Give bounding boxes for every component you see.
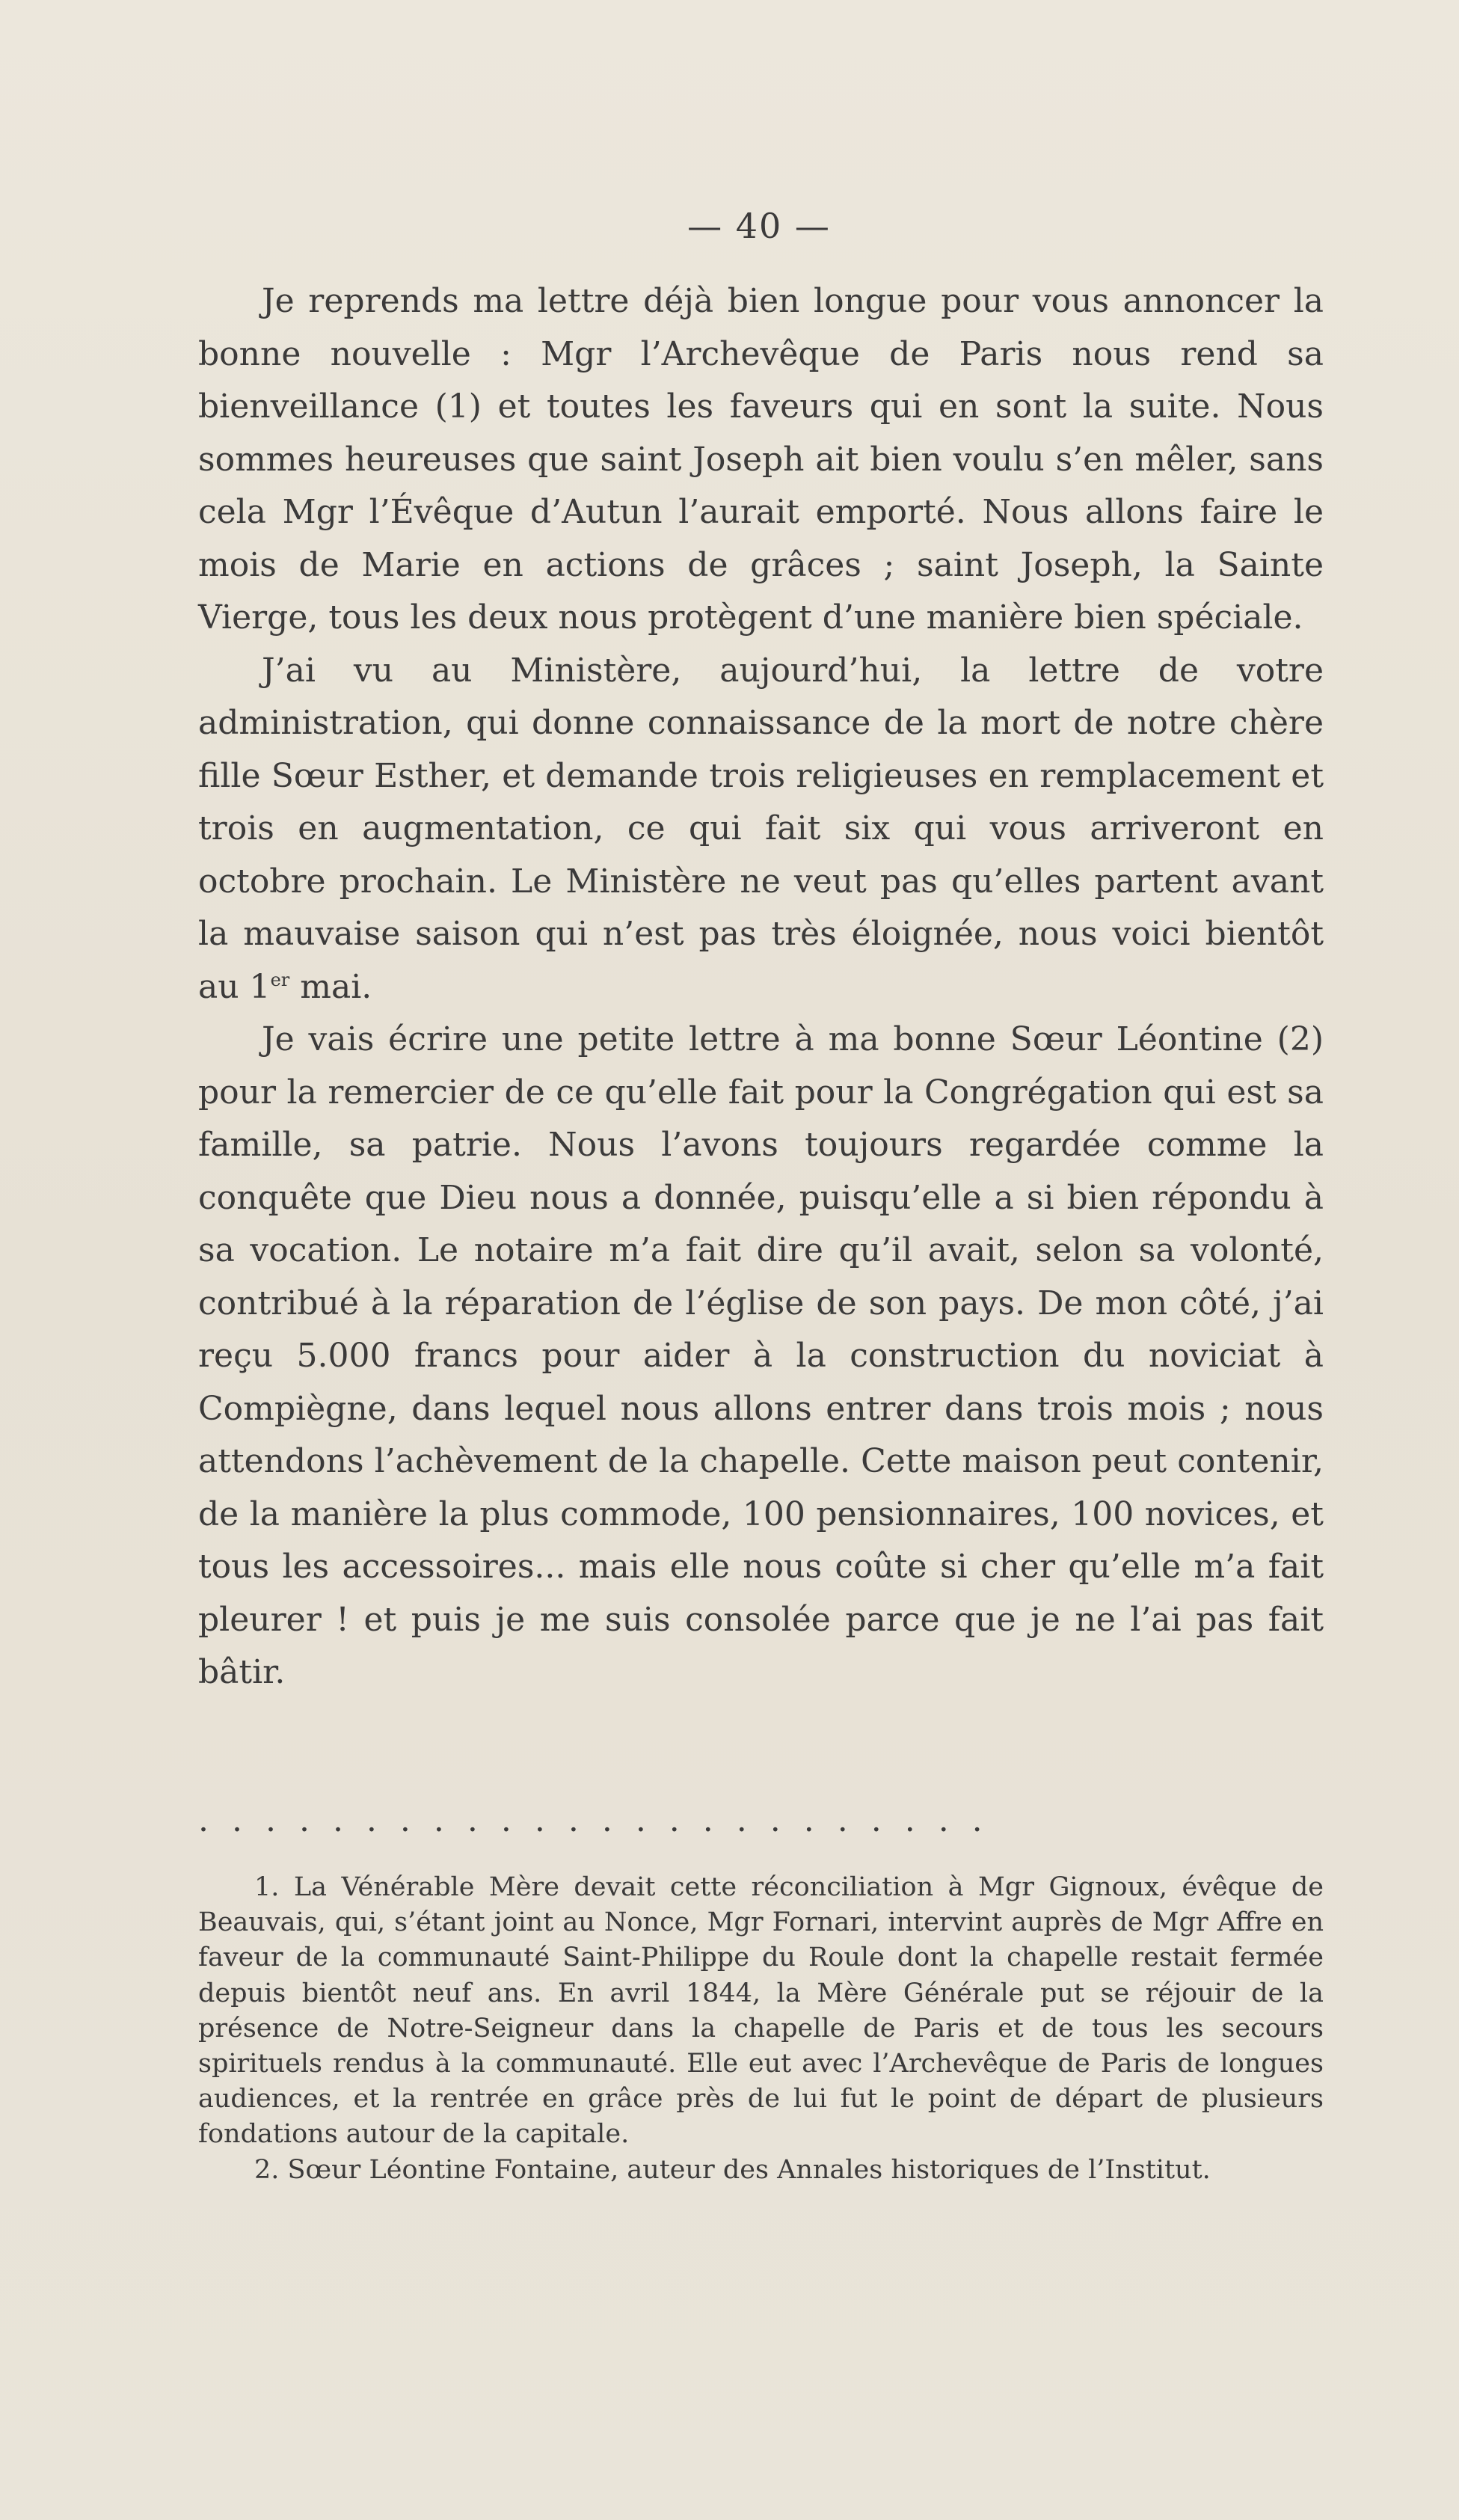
date-superscript: er <box>270 969 290 990</box>
footnote-1: 1. La Vénérable Mère devait cette réconciliation à Mgr Gignoux, évêque de Beauvais, qui, s’étant joint au Nonce, Mgr Fornari, intervint auprès de Mgr Affre en faveur de la communauté Saint-Philippe du Roule dont la chapelle restait fermée depuis bientôt neuf ans. En avril 1844, la Mère Générale put se réjouir de la présence de Notre-Seigneur dans la chapelle de Paris et de tous les secours spirituels rendus à la communauté. Elle eut avec l’Archevêque de Paris de longues audiences, et la rentrée en grâce près de lui fut le point de départ de plusieurs fondations autour de la capitale. <box>198 1872 1324 2150</box>
footnote-2: 2. Sœur Léontine Fontaine, auteur des Annales historiques de l’Institut. <box>254 2154 1211 2185</box>
paragraph-1: Je reprends ma lettre déjà bien longue pour vous annoncer la bonne nouvelle : Mgr l’Archevêque de Paris nous rend sa bienveillance (1) et toutes les faveurs qui en sont la suite. Nous sommes heureuses que saint Joseph ait bien voulu s’en mêler, sans cela Mgr l’Évêque d’Autun l’aurait emporté. Nous allons faire le mois de Marie en actions de grâces ; saint Joseph, la Sainte Vierge, tous les deux nous protègent d’une manière bien spéciale. <box>198 282 1324 637</box>
footnotes <box>198 1870 1324 2188</box>
ellipsis-row: ........................ <box>198 1801 1006 1839</box>
paragraph-3: Je vais écrire une petite lettre à ma bonne Sœur Léontine (2) pour la remercier de ce qu’elle fait pour la Congrégation qui est sa famille, sa patrie. Nous l’avons toujours regardée comme la conquête que Dieu nous a donnée, puisqu’elle a si bien répondu à sa vocation. Le notaire m’a fait dire qu’il avait, selon sa volonté, contribué à la réparation de l’église de son pays. De mon côté, j’ai reçu 5.000 francs pour aider à la construction du noviciat à Compiègne, dans lequel nous allons entrer dans trois mois ; nous attendons l’achèvement de la chapelle. Cette maison peut contenir, de la manière la plus commode, 100 pensionnaires, 100 novices, et tous les accessoires... mais elle nous coûte si cher qu’elle m’a fait pleurer ! et puis je me suis consolée parce que je ne l’ai pas fait bâtir. <box>198 1020 1324 1691</box>
paragraph-2-end: mai. <box>289 967 372 1006</box>
page-number: — 40 — <box>687 206 831 246</box>
paragraph-2 <box>198 645 1324 1014</box>
paragraph-2-text: J’ai vu au Ministère, aujourd’hui, la lettre de votre administration, qui donne connaissance de la mort de notre chère fille Sœur Esther, et demande trois religieuses en remplacement et trois en augmentation, ce qui fait six qui vous arriveront en octobre prochain. Le Ministère ne veut pas qu’elles partent avant la mauvaise saison qui n’est pas très éloignée, nous voici bientôt au 1 <box>198 651 1324 1006</box>
letter-text <box>198 275 1324 1699</box>
